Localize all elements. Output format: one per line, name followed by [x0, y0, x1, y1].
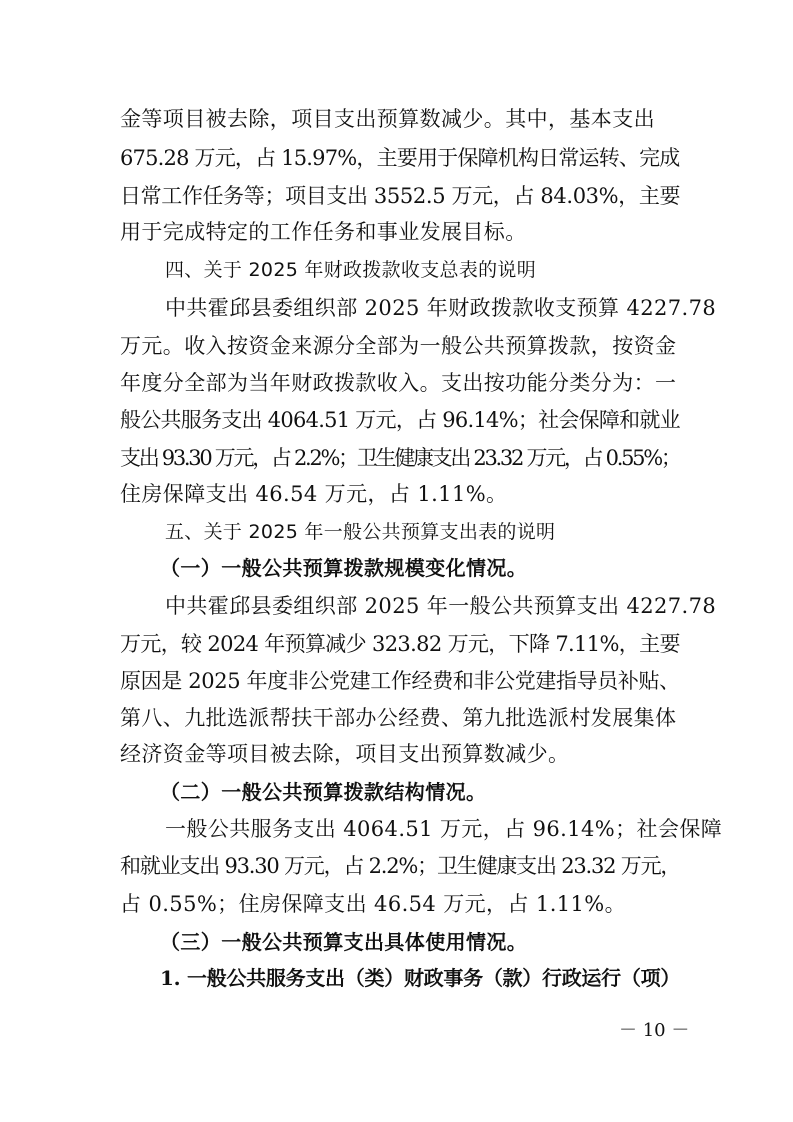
- body-text-line: 和就业支出 93.30 万元，占 2.2%；卫生健康支出 23.32 万元，: [120, 854, 681, 878]
- subsection-heading-2: （二）一般公共预算拨款结构情况。: [160, 780, 487, 804]
- body-text-line: 日常工作任务等；项目支出 3552.5 万元，占 84.03%，主要: [120, 184, 681, 208]
- body-text-line: 中共霍邱县委组织部 2025 年财政拨款收支预算 4227.78: [165, 296, 717, 320]
- section-heading-4: 四、关于 2025 年财政拨款收支总表的说明: [165, 259, 537, 281]
- subsection-heading-3: （三）一般公共预算支出具体使用情况。: [160, 930, 528, 954]
- section-heading-5: 五、关于 2025 年一般公共预算支出表的说明: [165, 521, 556, 543]
- body-text-line: 经济资金等项目被去除，项目支出预算数减少。: [120, 742, 570, 766]
- body-text-line: 年度分全部为当年财政拨款收入。支出按功能分类分为：一: [120, 371, 677, 395]
- body-text-line: 金等项目被去除，项目支出预算数减少。其中，基本支出: [120, 107, 655, 131]
- item-heading-1: 1. 一般公共服务支出（类）财政事务（款）行政运行（项）: [160, 966, 681, 990]
- body-text-line: 住房保障支出 46.54 万元，占 1.11%。: [120, 482, 508, 506]
- body-text-line: 支出 93.30 万元，占 2.2%；卫生健康支出 23.32 万元，占 0.55%；: [120, 446, 680, 470]
- body-text-line: 第八、九批选派帮扶干部办公经费、第九批选派村发展集体: [120, 706, 677, 730]
- page-number: － 10 －: [619, 1020, 690, 1041]
- subsection-heading-1: （一）一般公共预算拨款规模变化情况。: [160, 556, 528, 580]
- body-text-line: 万元。收入按资金来源分全部为一般公共预算拨款，按资金: [120, 334, 677, 358]
- body-text-line: 占 0.55%；住房保障支出 46.54 万元，占 1.11%。: [120, 892, 627, 916]
- body-text-line: 675.28 万元，占 15.97%，主要用于保障机构日常运转、完成: [120, 146, 680, 170]
- body-text-line: 一般公共服务支出 4064.51 万元，占 96.14%；社会保障: [165, 817, 723, 841]
- body-text-line: 原因是 2025 年度非公党建工作经费和非公党建指导员补贴、: [120, 669, 680, 693]
- body-text-line: 用于完成特定的工作任务和事业发展目标。: [120, 220, 527, 244]
- body-text-line: 般公共服务支出 4064.51 万元，占 96.14%；社会保障和就业: [120, 408, 680, 432]
- body-text-line: 中共霍邱县委组织部 2025 年一般公共预算支出 4227.78: [165, 594, 717, 618]
- body-text-line: 万元，较 2024 年预算减少 323.82 万元，下降 7.11%，主要: [120, 632, 680, 656]
